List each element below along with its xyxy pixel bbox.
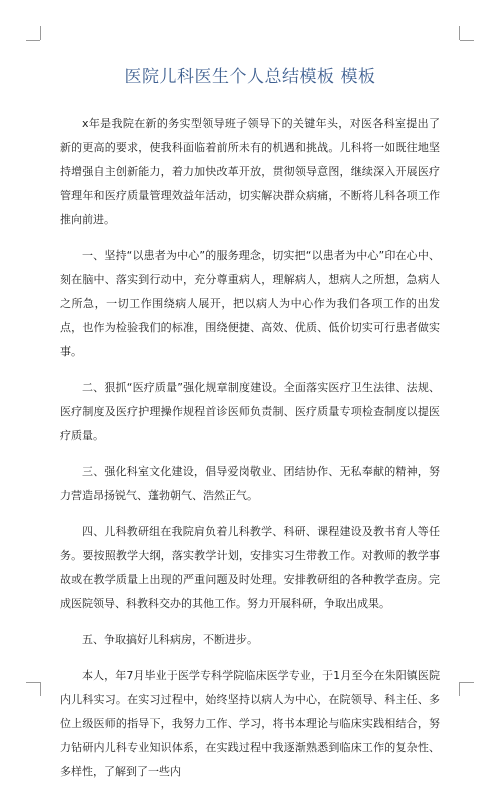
paragraph-1: 一、坚持“以患者为中心”的服务理念，切实把“以患者为中心”印在心中、刻在脑中、落实到行动中，充分尊重病人，理解病人，想病人之所想，急病人之所急，一切工作围绕病人展开，把以病人为中心作为我们各项工作的出发点，也作为检验我们的标准，围绕便捷、高效、优质、低价切实可行患者做实事。 xyxy=(60,249,440,358)
crop-mark xyxy=(26,40,40,41)
crop-mark xyxy=(460,40,474,41)
paragraph-2: 二、狠抓“医疗质量”强化规章制度建设。全面落实医疗卫生法律、法规、医疗制度及医疗护理操作规程首诊医师负责制、医疗质量专项检查制度以提医疗质量。 xyxy=(60,381,440,442)
crop-mark xyxy=(26,682,40,683)
paragraph-intro: x年是我院在新的务实型领导班子领导下的关键年头，对医各科室提出了新的更高的要求，使我科面临着前所未有的机遇和挑战。儿科将一如既往地坚持增强自主创新能力，着力加快改革开放，贯彻领导意图，继续深入开展医疗管理年和医疗质量管理效益年活动，切实解决群众病痛，不断将儿科各项工作推向前进。 xyxy=(60,117,440,226)
document-title: 医院儿科医生个人总结模板 模板 xyxy=(124,67,376,87)
paragraph-5: 五、争取搞好儿科病房，不断进步。 xyxy=(82,633,258,646)
crop-mark xyxy=(459,682,460,696)
paragraph-6: 本人，年7月毕业于医学专科学院临床医学专业，于1月至今在朱阳镇医院内儿科实习。在实习过程中，始终坚持以病人为中心，在院领导、科主任、多位上级医师的指导下，我努力工作、学习，将书本理论与临床实践相结合，努力钻研内儿科专业知识体系，在实践过程中我逐渐熟悉到临床工作的复杂性、多样性，了解到了一些内 xyxy=(60,669,440,778)
crop-mark xyxy=(40,682,41,696)
crop-mark xyxy=(40,26,41,40)
crop-mark xyxy=(459,26,460,40)
document-body xyxy=(60,112,440,796)
paragraph-3: 三、强化科室文化建设，倡导爱岗敬业、团结协作、无私奉献的精神，努力营造昂扬锐气、蓬勃朝气、浩然正气。 xyxy=(60,465,440,502)
crop-mark xyxy=(460,682,474,683)
paragraph-4: 四、儿科教研组在我院肩负着儿科教学、科研、课程建设及教书育人等任务。要按照教学大纲，落实教学计划，安排实习生带教工作。对教师的教学事故或在教学质量上出现的严重问题及时处理。安排教研组的各种教学查房。完成医院领导、科教科交办的其他工作。努力开展科研，争取出成果。 xyxy=(60,525,440,610)
